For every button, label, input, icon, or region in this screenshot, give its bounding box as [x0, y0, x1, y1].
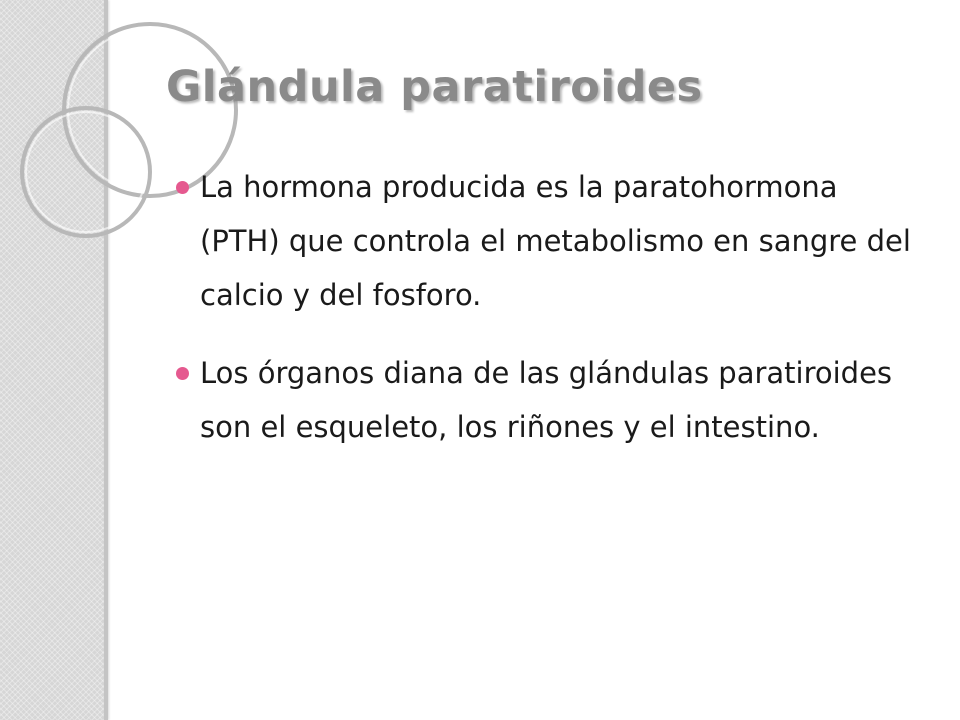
bullet-text: Los órganos diana de las glándulas paratiroides son el esqueleto, los riñones y el intestino. — [200, 356, 893, 444]
bullet-dot-icon — [176, 181, 189, 194]
bullet-list — [176, 160, 926, 478]
bullet-item — [176, 346, 926, 454]
decorative-rings — [0, 0, 200, 260]
bullet-dot-icon — [176, 367, 189, 380]
bullet-item — [176, 160, 926, 322]
slide-title: Glándula paratiroides — [166, 62, 703, 112]
bullet-text: La hormona producida es la paratohormona (PTH) que controla el metabolismo en sangre del calcio y del fosforo. — [200, 170, 911, 312]
